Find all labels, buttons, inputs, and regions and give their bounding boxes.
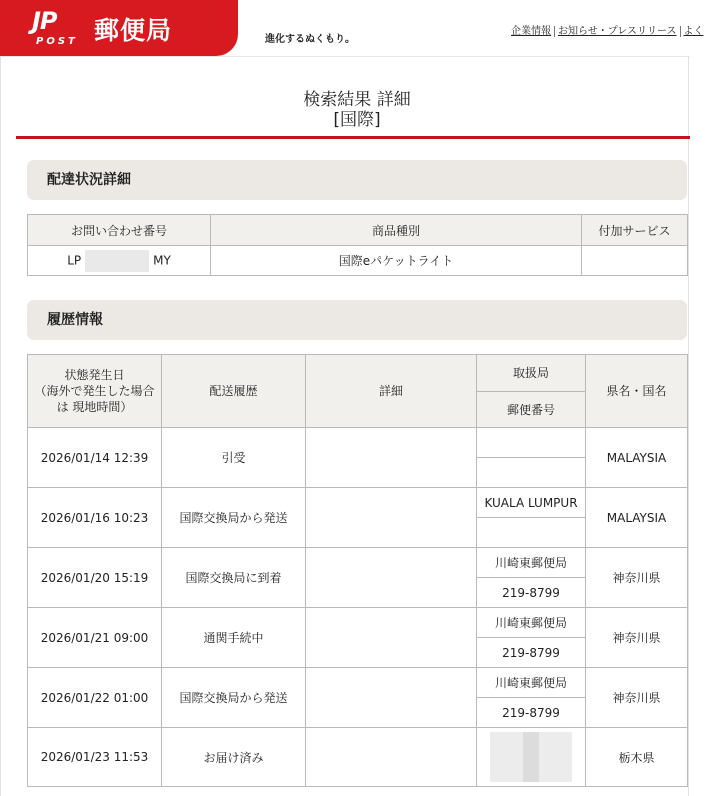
table-row: [28, 428, 688, 458]
header-divider: [0, 56, 690, 57]
history-cell: 国際交換局に到着: [162, 548, 306, 608]
redacted-block: [85, 250, 149, 272]
col-region: 県名・国名: [586, 355, 688, 428]
content-right-border: [688, 57, 689, 796]
page-title-line1: 検索結果 詳細: [303, 90, 411, 110]
history-heading: 履歴情報: [27, 300, 687, 340]
header-links: [508, 22, 707, 37]
table-row: [28, 488, 688, 518]
history-cell: 国際交換局から発送: [162, 668, 306, 728]
postal-cell: [477, 518, 586, 548]
detail-cell: [306, 668, 477, 728]
date-cell: 2026/01/16 10:23: [28, 488, 162, 548]
col-detail: 詳細: [306, 355, 477, 428]
delivery-status-table: [27, 214, 688, 276]
site-logo-text[interactable]: 郵便局: [94, 16, 173, 45]
office-cell: [477, 428, 586, 458]
office-cell: 川崎東郵便局: [477, 668, 586, 698]
page-title-line2: [国際]: [333, 110, 381, 130]
logo-mark-text: JP: [32, 7, 57, 35]
col-date: 状態発生日 （海外で発生した場合は 現地時間）: [28, 355, 162, 428]
postal-cell: 219-8799: [477, 638, 586, 668]
date-cell: 2026/01/14 12:39: [28, 428, 162, 488]
date-cell: 2026/01/23 11:53: [28, 728, 162, 787]
detail-cell: [306, 428, 477, 488]
content-left-border: [0, 57, 1, 796]
date-cell: 2026/01/22 01:00: [28, 668, 162, 728]
col-additional-service: 付加サービス: [582, 215, 688, 246]
col-office: 取扱局: [477, 355, 586, 392]
link-corporate-info[interactable]: 企業情報: [508, 26, 555, 37]
tracking-suffix: MY: [153, 253, 171, 267]
table-row: [28, 608, 688, 638]
service-cell: [582, 246, 688, 276]
detail-cell: [306, 608, 477, 668]
product-type-cell: 国際eパケットライト: [211, 246, 582, 276]
region-cell: MALAYSIA: [586, 488, 688, 548]
table-row: [28, 246, 688, 276]
redacted-block: [490, 732, 572, 782]
history-cell: 国際交換局から発送: [162, 488, 306, 548]
link-faq[interactable]: よく: [683, 26, 704, 37]
detail-cell: [306, 548, 477, 608]
title-underline: [16, 136, 690, 139]
tracking-prefix: LP: [67, 253, 82, 267]
col-product-type: 商品種別: [211, 215, 582, 246]
table-row: [28, 668, 688, 698]
region-cell: 栃木県: [586, 728, 688, 787]
office-cell: 川崎東郵便局: [477, 548, 586, 578]
postal-cell: 219-8799: [477, 578, 586, 608]
link-news-press[interactable]: お知らせ・プレスリリース: [555, 26, 681, 37]
date-cell: 2026/01/20 15:19: [28, 548, 162, 608]
brand-band[interactable]: [0, 0, 238, 56]
office-cell: 川崎東郵便局: [477, 608, 586, 638]
table-header-row: [28, 215, 688, 246]
logo-post-text: POST: [36, 36, 78, 47]
delivery-status-heading: 配達状況詳細: [27, 160, 687, 200]
office-cell-redacted: [477, 728, 586, 787]
detail-cell: [306, 728, 477, 787]
date-cell: 2026/01/21 09:00: [28, 608, 162, 668]
history-cell: お届け済み: [162, 728, 306, 787]
tagline: 進化するぬくもり。: [265, 34, 355, 45]
col-postal-code: 郵便番号: [477, 392, 586, 428]
region-cell: 神奈川県: [586, 668, 688, 728]
tracking-number-cell: [28, 246, 211, 276]
history-cell: 引受: [162, 428, 306, 488]
history-cell: 通関手続中: [162, 608, 306, 668]
page-title: [0, 90, 714, 130]
col-history: 配送履歴: [162, 355, 306, 428]
history-table: [27, 354, 688, 787]
jp-post-logo-icon: [32, 7, 86, 50]
postal-cell: 219-8799: [477, 698, 586, 728]
region-cell: 神奈川県: [586, 548, 688, 608]
region-cell: MALAYSIA: [586, 428, 688, 488]
detail-cell: [306, 488, 477, 548]
region-cell: 神奈川県: [586, 608, 688, 668]
site-header: [0, 0, 704, 60]
table-row: [28, 548, 688, 578]
postal-cell: [477, 458, 586, 488]
office-cell: KUALA LUMPUR: [477, 488, 586, 518]
col-tracking-number: お問い合わせ番号: [28, 215, 211, 246]
table-header-row: [28, 355, 688, 392]
